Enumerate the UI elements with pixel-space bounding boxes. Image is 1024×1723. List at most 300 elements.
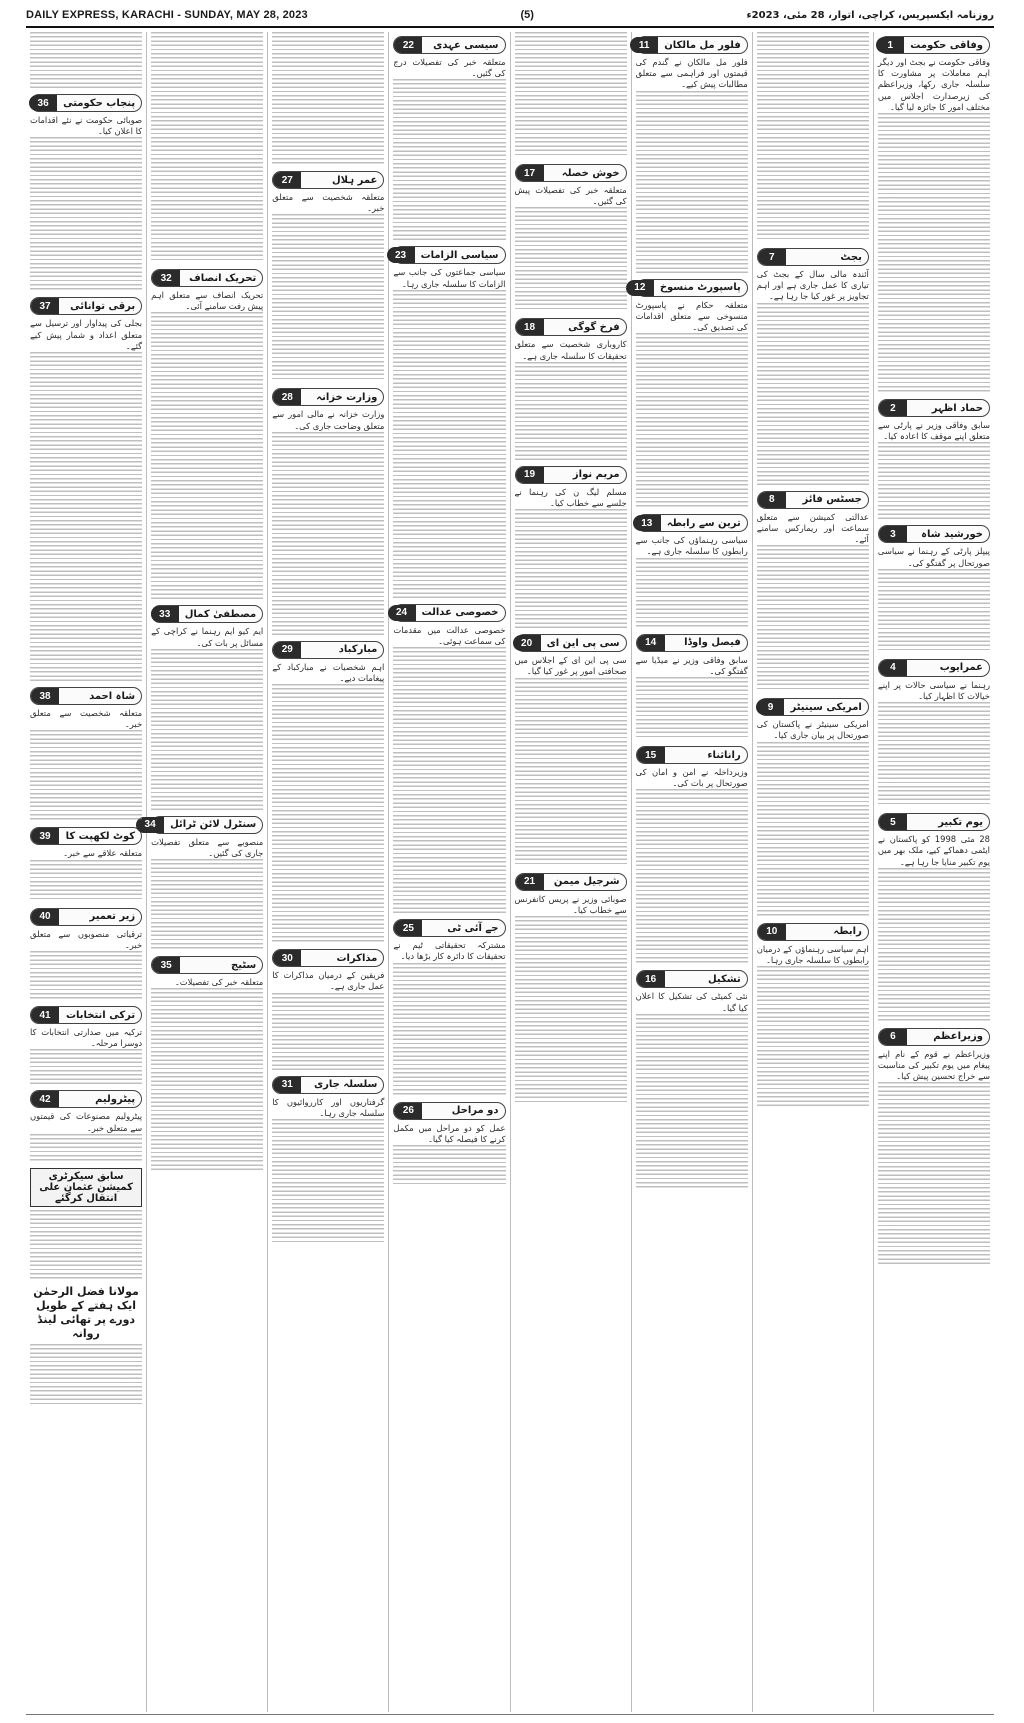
news-column <box>146 32 267 1712</box>
news-story <box>636 970 748 1188</box>
story-heading <box>30 94 142 112</box>
story-body <box>151 837 263 859</box>
story-body <box>30 848 142 859</box>
story-body <box>393 1123 505 1145</box>
story-heading <box>272 641 384 659</box>
body-text-lines <box>878 1082 990 1264</box>
news-story <box>272 1076 384 1245</box>
story-title: برقی توانائی <box>70 300 136 312</box>
story-title: یوم تکبیر <box>938 816 983 828</box>
body-text-lines <box>151 988 263 1170</box>
body-text-lines <box>393 963 505 1096</box>
story-number-badge: 32 <box>152 270 180 286</box>
story-number-badge: 12 <box>626 280 654 296</box>
news-story <box>272 171 384 382</box>
story-body <box>878 680 990 702</box>
story-heading <box>30 687 142 705</box>
story-title: سی پی این ای <box>546 637 620 649</box>
story-heading <box>515 164 627 182</box>
story-heading <box>30 1090 142 1108</box>
news-story <box>30 1006 142 1084</box>
body-text-lines <box>515 362 627 460</box>
story-body <box>636 991 748 1013</box>
story-heading <box>30 1006 142 1024</box>
body-text-lines <box>757 966 869 1106</box>
story-title: تشکیل <box>707 973 741 985</box>
news-story <box>272 388 384 634</box>
story-body <box>757 944 869 966</box>
story-text: متعلقہ شخصیت سے متعلق خبر۔ <box>272 192 385 214</box>
story-number-badge: 34 <box>136 817 164 833</box>
story-heading <box>30 297 142 315</box>
story-heading <box>151 956 263 974</box>
story-text: رہنما نے سیاسی حالات پر اپنے خیالات کا اظہار کیا۔ <box>877 679 990 702</box>
story-text: فلور مل مالکان نے گندم کی قیمتوں اور فراہمی سے متعلق مطالبات پیش کیے۔ <box>635 57 748 90</box>
story-body <box>515 894 627 916</box>
news-story <box>757 698 869 916</box>
sub-headline: مولانا فضل الرحمٰن ایک ہفتے کے طویل دورے پر تھائی لینڈ روانہ <box>33 1284 139 1340</box>
story-heading <box>878 1028 990 1046</box>
news-story <box>636 36 748 273</box>
story-heading <box>636 970 748 988</box>
body-text-lines <box>636 558 748 628</box>
story-text: نئی کمیٹی کی تشکیل کا اعلان کیا گیا۔ <box>635 991 748 1013</box>
story-title: کوٹ لکھپت کا <box>65 830 136 842</box>
news-story <box>393 246 505 597</box>
body-text-lines <box>30 860 142 902</box>
story-title: سٹیج <box>231 959 257 971</box>
body-text-lines <box>393 79 505 240</box>
news-story <box>878 1028 990 1265</box>
story-body <box>757 269 869 303</box>
story-title: فلور مل مالکان <box>664 39 741 51</box>
story-text: سیاسی جماعتوں کی جانب سے الزامات کا سلسلہ جاری رہا۔ <box>393 267 506 289</box>
story-number-badge: 1 <box>876 37 904 53</box>
story-heading <box>636 634 748 652</box>
story-heading <box>393 36 505 54</box>
body-text-lines <box>757 303 869 485</box>
story-number-badge: 18 <box>516 319 544 335</box>
story-number-badge: 37 <box>31 298 59 314</box>
story-text: امریکی سینیٹر نے پاکستان کی صورتحال پر بیان جاری کیا۔ <box>756 719 869 741</box>
news-column <box>752 32 873 1712</box>
story-text: صوبائی وزیر نے پریس کانفرنس سے خطاب کیا۔ <box>514 893 627 915</box>
story-title: پاسپورٹ منسوخ <box>659 282 741 294</box>
body-text-lines <box>30 1134 142 1162</box>
story-text: ایم کیو ایم رہنما نے کراچی کے مسائل پر بات کی۔ <box>151 626 264 648</box>
story-text: تحریک انصاف سے متعلق اہم پیش رفت سامنے آئی۔ <box>151 290 264 312</box>
story-title: وفاقی حکومت <box>910 39 983 51</box>
story-number-badge: 28 <box>273 389 301 405</box>
body-text-lines <box>515 678 627 867</box>
body-text-lines <box>636 91 748 273</box>
story-heading <box>393 604 505 622</box>
news-story <box>878 399 990 519</box>
news-story <box>636 279 748 509</box>
story-heading <box>757 923 869 941</box>
story-title: زیر تعمیر <box>89 911 136 923</box>
story-number-badge: 40 <box>31 909 59 925</box>
story-title: سلسلہ جاری <box>313 1079 378 1091</box>
body-text-lines <box>30 1344 142 1404</box>
story-heading <box>515 873 627 891</box>
body-text-lines <box>272 32 384 165</box>
story-title: جسٹس فائز <box>802 494 862 506</box>
story-text: صوبائی حکومت نے نئے اقدامات کا اعلان کیا۔ <box>30 115 143 137</box>
story-number-badge: 33 <box>151 606 179 622</box>
story-title: تحریک انصاف <box>189 272 257 284</box>
story-text: سیاسی رہنماؤں کی جانب سے رابطوں کا سلسلہ جاری ہے۔ <box>635 535 748 557</box>
story-number-badge: 16 <box>637 971 665 987</box>
story-number-badge: 7 <box>758 249 786 265</box>
story-text: وزیراعظم نے قوم کے نام اپنے پیغام میں یوم تکبیر کی مناسبت سے خراج تحسین پیش کیا۔ <box>877 1048 990 1082</box>
story-text: خصوصی عدالت میں مقدمات کی سماعت ہوئی۔ <box>393 624 506 647</box>
story-title: امریکی سینیٹر <box>790 701 862 713</box>
news-column <box>267 32 388 1712</box>
story-number-badge: 26 <box>394 1103 422 1119</box>
news-story <box>30 827 142 901</box>
story-title: راناثناء <box>707 749 741 761</box>
story-body <box>30 708 142 730</box>
story-title: مبارکباد <box>338 644 378 656</box>
news-story <box>515 466 627 628</box>
story-heading <box>144 816 263 834</box>
body-text-lines <box>30 32 142 88</box>
story-text: سی پی این ای کے اجلاس میں صحافتی امور پر غور کیا گیا۔ <box>514 655 627 677</box>
news-story <box>30 687 142 821</box>
story-text: گرفتاریوں اور کارروائیوں کا سلسلہ جاری رہا۔ <box>272 1096 385 1118</box>
story-body <box>272 192 384 214</box>
story-body <box>515 339 627 361</box>
story-body <box>30 1111 142 1133</box>
news-story <box>878 813 990 1022</box>
news-story <box>636 634 748 740</box>
story-title: وزیراعظم <box>933 1031 983 1043</box>
story-title: شاہ احمد <box>89 690 136 702</box>
story-text: متعلقہ حکام نے پاسپورٹ منسوخی سے متعلق اقدامات کی تصدیق کی۔ <box>635 299 748 333</box>
story-title: دو مراحل <box>451 1105 499 1117</box>
story-heading <box>636 746 748 764</box>
story-heading <box>515 466 627 484</box>
news-story <box>272 32 384 165</box>
story-body <box>151 977 263 988</box>
news-story <box>636 746 748 964</box>
body-text-lines <box>393 1145 505 1187</box>
story-body <box>393 940 505 962</box>
story-heading <box>151 269 263 287</box>
story-heading <box>757 248 869 266</box>
story-number-badge: 8 <box>758 492 786 508</box>
story-number-badge: 36 <box>29 95 57 111</box>
body-text-lines <box>272 993 384 1070</box>
story-body <box>30 1027 142 1049</box>
news-story <box>515 873 627 1105</box>
story-body <box>636 300 748 334</box>
news-column <box>388 32 509 1712</box>
story-text: عدالتی کمیشن سے متعلق سماعت اور ریمارکس سامنے آئے۔ <box>756 511 869 545</box>
news-story <box>272 949 384 1069</box>
story-body <box>636 767 748 789</box>
story-text: اہم سیاسی رہنماؤں کے درمیان رابطوں کا سلسلہ جاری رہا۔ <box>756 943 869 965</box>
story-number-badge: 42 <box>31 1091 59 1107</box>
story-body <box>878 420 990 442</box>
story-heading <box>393 919 505 937</box>
story-heading <box>878 525 990 543</box>
body-text-lines <box>151 312 263 599</box>
story-text: بجلی کی پیداوار اور ترسیل سے متعلق اعداد و شمار پیش کیے گئے۔ <box>30 318 143 351</box>
story-number-badge: 27 <box>273 172 301 188</box>
story-body <box>272 409 384 431</box>
news-story <box>515 32 627 158</box>
story-text: ترقیاتی منصوبوں سے متعلق خبر۔ <box>30 928 143 950</box>
body-text-lines <box>878 113 990 393</box>
story-body <box>272 662 384 684</box>
story-title: مذاکرات <box>336 952 378 964</box>
story-number-badge: 21 <box>516 874 544 890</box>
story-body <box>636 57 748 91</box>
news-story <box>393 604 505 913</box>
story-heading <box>393 246 505 264</box>
story-body <box>393 625 505 647</box>
story-number-badge: 23 <box>387 247 415 263</box>
body-text-lines <box>878 569 990 653</box>
story-heading <box>878 399 990 417</box>
story-number-badge: 14 <box>637 635 665 651</box>
news-column <box>510 32 631 1712</box>
story-text: فریقین کے درمیان مذاکرات کا عمل جاری ہے۔ <box>272 970 385 992</box>
story-title: حماد اظہر <box>931 402 983 414</box>
body-text-lines <box>515 207 627 312</box>
news-story <box>757 248 869 485</box>
news-story <box>878 36 990 393</box>
body-text-lines <box>393 647 505 913</box>
body-text-lines <box>151 32 263 263</box>
body-text-lines <box>636 333 748 508</box>
masthead-left: DAILY EXPRESS, KARACHI - SUNDAY, MAY 28, 2023 <box>26 9 308 21</box>
news-story <box>757 491 869 693</box>
story-text: متعلقہ خبر کی تفصیلات پیش کی گئیں۔ <box>514 185 627 207</box>
story-body <box>636 535 748 557</box>
story-number-badge: 38 <box>31 688 59 704</box>
news-story <box>30 297 142 681</box>
story-body <box>393 57 505 79</box>
news-story <box>30 32 142 88</box>
story-number-badge: 31 <box>273 1077 301 1093</box>
story-heading <box>151 605 263 623</box>
story-number-badge: 39 <box>31 828 59 844</box>
story-title: مریم نواز <box>572 469 620 481</box>
story-title: سنٹرل لائن ٹرائل <box>170 819 257 831</box>
story-text: 28 مئی 1998 کو پاکستان نے ایٹمی دھماکے کیے، ملک بھر میں یوم تکبیر منایا جا رہا ہے۔ <box>877 834 990 867</box>
news-columns <box>26 32 994 1712</box>
story-number-badge: 22 <box>394 37 422 53</box>
story-heading <box>636 279 748 297</box>
story-number-badge: 13 <box>633 515 661 531</box>
story-text: وزارت خزانہ نے مالی امور سے متعلق وضاحت جاری کی۔ <box>272 409 385 431</box>
story-heading <box>636 514 748 532</box>
story-title: جے آئی ٹی <box>447 922 499 934</box>
story-number-badge: 24 <box>388 605 416 621</box>
news-story <box>515 634 627 866</box>
story-number-badge: 30 <box>273 950 301 966</box>
story-title: عمر ہلال <box>332 174 378 186</box>
story-number-badge: 6 <box>879 1029 907 1045</box>
news-column <box>631 32 752 1712</box>
story-text: پیپلز پارٹی کے رہنما نے سیاسی صورتحال پر گفتگو کی۔ <box>877 546 990 568</box>
news-story <box>30 1090 142 1161</box>
news-story <box>393 36 505 240</box>
story-heading <box>757 491 869 509</box>
news-story <box>151 956 263 1170</box>
story-title: خصوصی عدالت <box>421 607 499 619</box>
story-heading <box>30 908 142 926</box>
body-text-lines <box>272 214 384 382</box>
story-body <box>515 487 627 509</box>
story-text: مسلم لیگ ن کی رہنما نے جلسے سے خطاب کیا۔ <box>514 486 627 509</box>
story-text: متعلقہ خبر کی تفصیلات۔ <box>174 977 264 988</box>
news-story <box>757 32 869 242</box>
story-number-badge: 2 <box>879 400 907 416</box>
story-body <box>30 929 142 951</box>
boxed-headline: سابق سیکرٹری کمیشن عثمان علی انتقال کرگئے <box>30 1168 142 1207</box>
story-heading <box>878 813 990 831</box>
story-title: پیٹرولیم <box>95 1093 136 1105</box>
body-text-lines <box>515 916 627 1105</box>
story-number-badge: 11 <box>630 37 658 53</box>
story-number-badge: 5 <box>879 814 907 830</box>
story-number-badge: 19 <box>516 467 544 483</box>
story-title: سیاسی الزامات <box>420 249 499 261</box>
body-text-lines <box>272 1119 384 1245</box>
body-text-lines <box>272 432 384 635</box>
masthead <box>26 6 994 28</box>
story-text: آئندہ مالی سال کے بجٹ کی تیاری کا عمل جاری ہے اور اہم تجاویز پر غور کیا جا رہا ہے۔ <box>756 269 869 302</box>
story-number-badge: 41 <box>31 1007 59 1023</box>
masthead-right: روزنامہ ایکسپریس، کراچی، اتوار، 28 مئی، 2023ء <box>746 9 994 21</box>
bottom-rule <box>26 1714 994 1715</box>
story-number-badge: 17 <box>516 165 544 181</box>
story-heading <box>272 171 384 189</box>
story-body <box>757 512 869 546</box>
story-heading <box>30 827 142 845</box>
story-body <box>30 318 142 352</box>
story-body <box>151 290 263 312</box>
story-title: ترکی انتخابات <box>65 1009 136 1021</box>
story-body <box>515 655 627 677</box>
story-text: مشترکہ تحقیقاتی ٹیم نے تحقیقات کا دائرہ کار بڑھا دیا۔ <box>393 940 506 962</box>
story-text: منصوبے سے متعلق تفصیلات جاری کی گئیں۔ <box>151 836 264 859</box>
story-heading <box>272 388 384 406</box>
news-story <box>878 659 990 807</box>
story-heading <box>878 36 990 54</box>
story-body <box>272 1097 384 1119</box>
story-heading <box>515 318 627 336</box>
story-body <box>393 267 505 289</box>
body-text-lines <box>757 32 869 242</box>
news-story <box>515 318 627 459</box>
story-text: عمل کو دو مراحل میں مکمل کرنے کا فیصلہ کیا گیا۔ <box>393 1122 506 1144</box>
story-number-badge: 20 <box>513 635 541 651</box>
news-column <box>873 32 994 1712</box>
story-number-badge: 3 <box>879 526 907 542</box>
body-text-lines <box>757 545 869 692</box>
body-text-lines <box>636 1014 748 1189</box>
body-text-lines <box>393 290 505 598</box>
news-story <box>151 269 263 599</box>
body-text-lines <box>757 742 869 917</box>
news-story <box>878 525 990 652</box>
news-story <box>151 605 263 809</box>
story-number-badge: 35 <box>152 957 180 973</box>
story-heading <box>272 949 384 967</box>
story-body <box>757 719 869 741</box>
story-text: وزیرداخلہ نے امن و امان کی صورتحال پر بات کی۔ <box>635 767 748 789</box>
story-heading <box>878 659 990 677</box>
body-text-lines <box>30 730 142 821</box>
body-text-lines <box>30 1210 142 1280</box>
body-text-lines <box>30 951 142 1000</box>
story-body <box>878 57 990 113</box>
story-text: ترکیہ میں صدارتی انتخابات کا دوسرا مرحلہ۔ <box>30 1027 143 1049</box>
story-title: وزارت خزانہ <box>316 391 378 403</box>
body-text-lines <box>878 702 990 807</box>
story-title: ترین سے رابطہ <box>666 517 741 529</box>
story-title: مصطفیٰ کمال <box>184 608 257 620</box>
story-title: فیصل واوڈا <box>684 637 741 649</box>
story-text: سابق وفاقی وزیر نے پارٹی سے متعلق اپنے موقف کا اعادہ کیا۔ <box>877 420 990 442</box>
body-text-lines <box>515 32 627 158</box>
news-story <box>393 919 505 1095</box>
news-story <box>30 908 142 1000</box>
story-heading <box>757 698 869 716</box>
story-heading <box>272 1076 384 1094</box>
story-title: بجٹ <box>840 251 862 263</box>
news-story <box>272 641 384 943</box>
news-story <box>636 514 748 627</box>
page-number: (5) <box>520 9 534 21</box>
story-body <box>272 970 384 992</box>
story-title: خورشید شاہ <box>921 528 983 540</box>
story-text: وفاقی حکومت نے بجٹ اور دیگر اہم معاملات پر مشاورت کا سلسلہ جاری رکھا، وزیراعظم کی زیرصدارت اجلاس میں مختلف امور کا جائزہ لیا گیا۔ <box>877 57 990 112</box>
story-number-badge: 29 <box>273 642 301 658</box>
story-number-badge: 4 <box>879 660 907 676</box>
body-text-lines <box>30 137 142 291</box>
news-story <box>144 816 264 950</box>
story-body <box>878 834 990 868</box>
story-body <box>878 546 990 568</box>
story-text: متعلقہ خبر کی تفصیلات درج کی گئیں۔ <box>393 57 506 79</box>
story-number-badge: 15 <box>637 747 665 763</box>
body-text-lines <box>151 649 263 810</box>
story-title: سیسی عہدی <box>433 39 499 51</box>
story-title: فرخ گوگی <box>568 321 620 333</box>
story-number-badge: 25 <box>394 920 422 936</box>
news-story <box>515 164 627 312</box>
story-title: پنجاب حکومتی <box>63 97 136 109</box>
story-title: شرجیل میمن <box>553 876 620 888</box>
news-story <box>393 1102 505 1187</box>
news-column <box>26 32 146 1712</box>
story-title: عمرایوب <box>939 662 983 674</box>
story-heading <box>636 36 748 54</box>
story-text: سابق وفاقی وزیر نے میڈیا سے گفتگو کی۔ <box>635 654 748 676</box>
story-heading <box>515 634 627 652</box>
body-text-lines <box>636 677 748 740</box>
story-body <box>151 626 263 648</box>
news-story <box>757 923 869 1106</box>
story-text: متعلقہ علاقے سے خبر۔ <box>63 848 143 859</box>
story-text: پیٹرولیم مصنوعات کی قیمتوں سے متعلق خبر۔ <box>30 1111 143 1133</box>
